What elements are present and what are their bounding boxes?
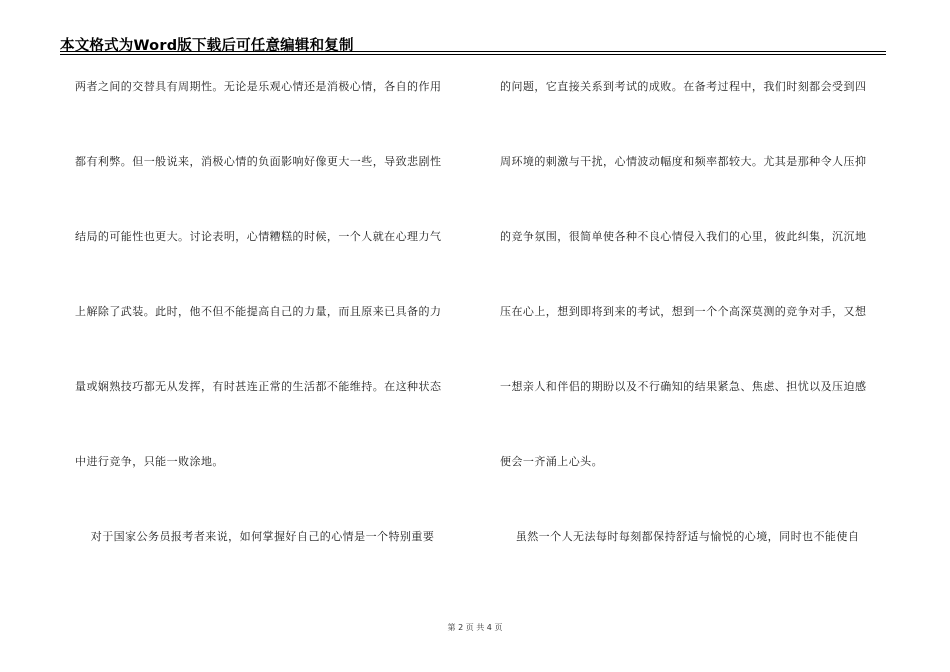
text-line: 的竞争氛围，很简单使各种不良心情侵入我们的心里，彼此纠集，沉沉地 <box>500 230 867 243</box>
text-line: 的问题，它直接关系到考试的成败。在备考过程中，我们时刻都会受到四 <box>500 80 867 93</box>
text-line: 都有利弊。但一般说来，消极心情的负面影响好像更大一些，导致悲剧性 <box>75 155 442 168</box>
text-line: 上解除了武装。此时，他不但不能提高自己的力量，而且原来已具备的力 <box>75 305 442 318</box>
left-text-column <box>75 70 461 570</box>
page-number: 第 2 页 共 4 页 <box>447 623 503 632</box>
text-line: 结局的可能性也更大。讨论表明，心情糟糕的时候，一个人就在心理力气 <box>75 230 442 243</box>
text-line: 中进行竞争，只能一败涂地。 <box>75 455 224 468</box>
text-line: 压在心上，想到即将到来的考试，想到一个个高深莫测的竞争对手，又想 <box>500 305 867 318</box>
text-line: 对于国家公务员报考者来说，如何掌握好自己的心情是一个特别重要 <box>75 530 435 543</box>
header-divider <box>60 51 886 55</box>
text-line: 便会一齐涌上心头。 <box>500 455 604 468</box>
document-header-title: 本文格式为Word版下载后可任意编辑和复制 <box>60 38 354 54</box>
text-line: 一想亲人和伴侣的期盼以及不行确知的结果紧急、焦虑、担忧以及压迫感 <box>500 380 867 393</box>
text-line: 两者之间的交替具有周期性。无论是乐观心情还是消极心情，各自的作用 <box>75 80 442 93</box>
text-line: 周环境的刺激与干扰，心情波动幅度和频率都较大。尤其是那种令人压抑 <box>500 155 867 168</box>
text-line: 量或娴熟技巧都无从发挥，有时甚连正常的生活都不能维持。在这种状态 <box>75 380 442 393</box>
text-line: 虽然一个人无法每时每刻都保持舒适与愉悦的心境，同时也不能使自 <box>500 530 860 543</box>
right-text-column <box>500 70 886 570</box>
